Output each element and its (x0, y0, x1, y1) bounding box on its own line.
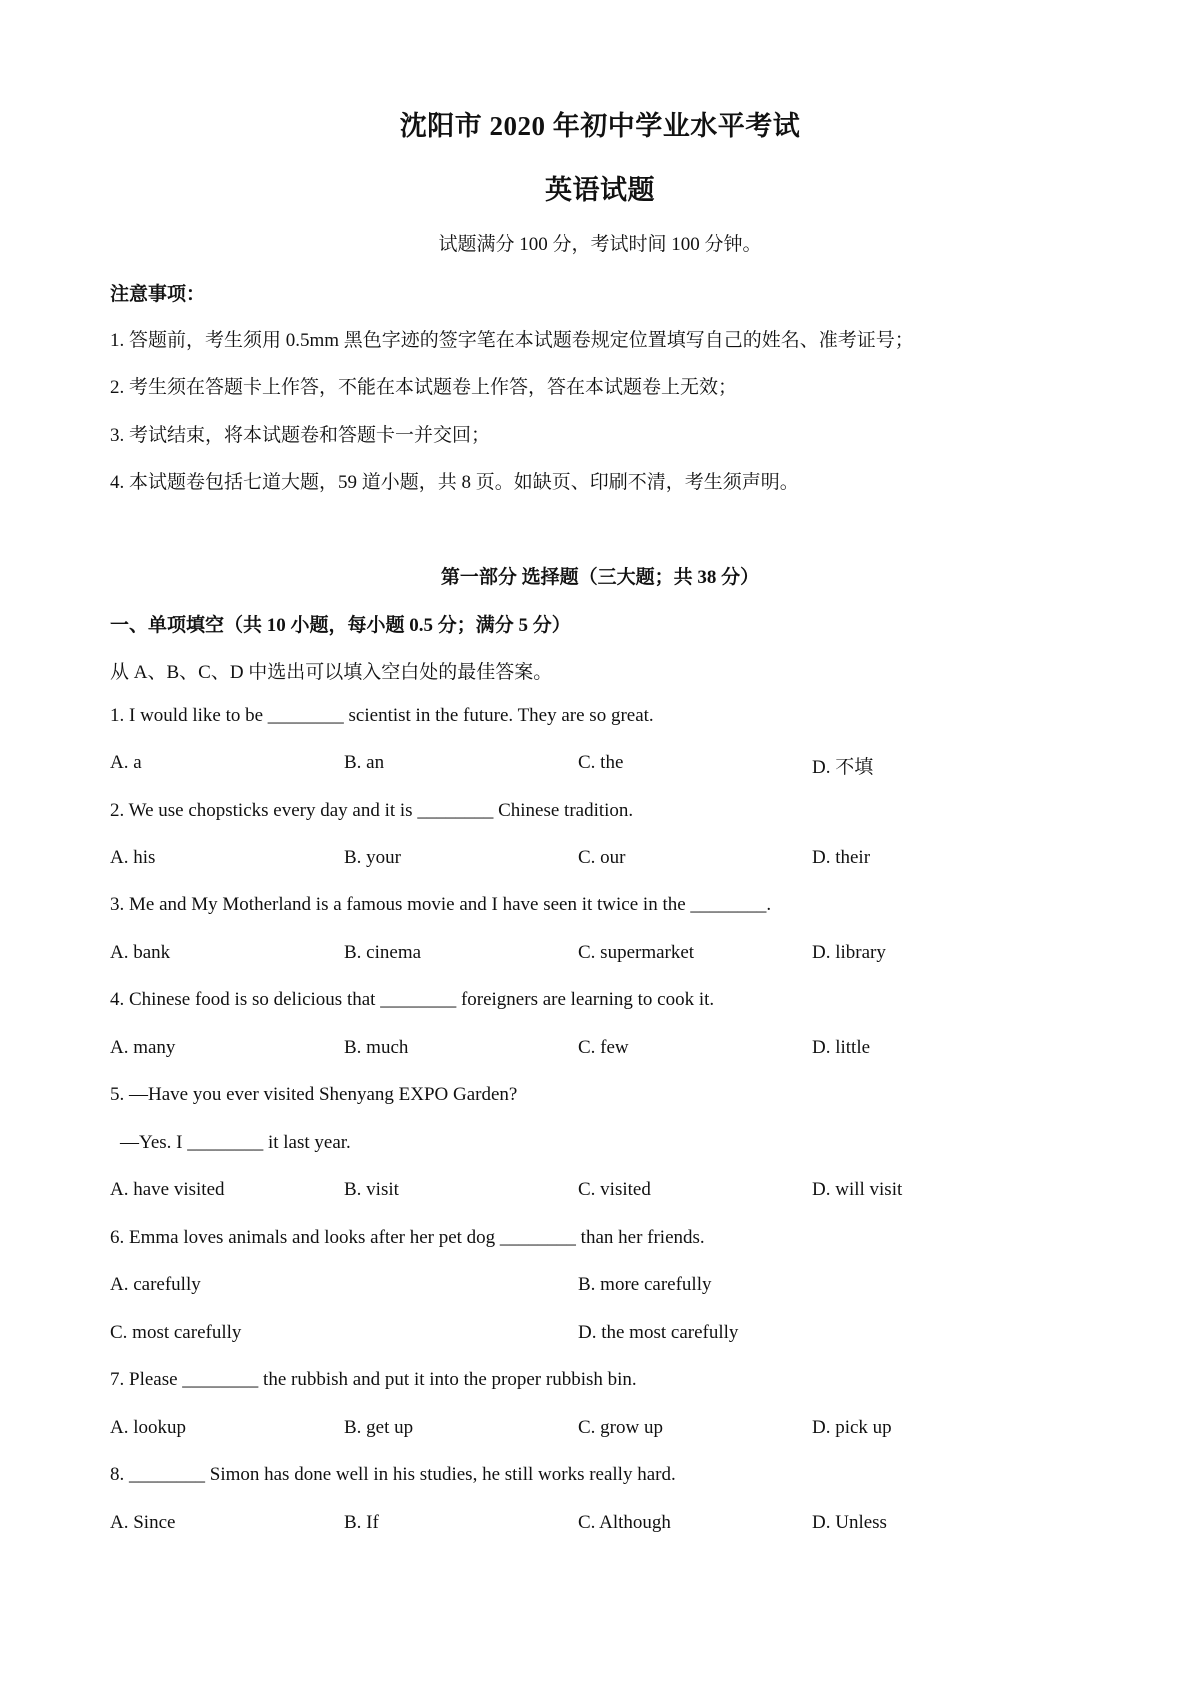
question-4-option-d: D. little (812, 1037, 871, 1058)
question-2-option-d: D. their (812, 847, 871, 868)
question-1-option-a: A. a (110, 752, 142, 773)
question-6-option-a: A. carefully (110, 1274, 201, 1295)
question-1-option-b: B. an (344, 752, 385, 773)
question-5-stem-reply: —Yes. I ________ it last year. (120, 1132, 351, 1153)
question-4-option-b: B. much (344, 1037, 409, 1058)
question-4-stem: 4. Chinese food is so delicious that ________ foreigners are learning to cook it. (110, 989, 715, 1010)
question-2-stem: 2. We use chopsticks every day and it is ________ Chinese tradition. (110, 800, 634, 821)
question-7-option-d: D. pick up (812, 1417, 892, 1438)
question-1-stem: 1. I would like to be ________ scientist in the future. They are so great. (110, 705, 654, 726)
question-3-option-a: A. bank (110, 942, 171, 963)
question-7-option-a: A. lookup (110, 1417, 186, 1438)
question-5-option-a: A. have visited (110, 1179, 225, 1200)
question-8-option-d: D. Unless (812, 1512, 887, 1533)
question-7-stem: 7. Please ________ the rubbish and put it into the proper rubbish bin. (110, 1369, 637, 1390)
question-5-option-c: C. visited (578, 1179, 651, 1200)
exam-info: 试题满分 100 分，考试时间 100 分钟。 (438, 234, 762, 255)
question-6-option-b: B. more carefully (578, 1274, 712, 1295)
exam-title: 沈阳市 2020 年初中学业水平考试 (399, 111, 801, 141)
question-4-option-a: A. many (110, 1037, 176, 1058)
question-1-option-c: C. the (578, 752, 624, 773)
question-8-option-c: C. Although (578, 1512, 671, 1533)
question-8-option-b: B. If (344, 1512, 379, 1533)
question-5-option-d: D. will visit (812, 1179, 903, 1200)
notice-item-3: 3. 考试结束，将本试题卷和答题卡一并交回； (110, 425, 491, 446)
question-6-option-c: C. most carefully (110, 1322, 242, 1343)
question-2-option-b: B. your (344, 847, 401, 868)
question-6-stem: 6. Emma loves animals and looks after her pet dog ________ than her friends. (110, 1227, 705, 1248)
section1-heading: 一、单项填空（共 10 小题，每小题 0.5 分；满分 5 分） (110, 615, 571, 636)
question-3-option-c: C. supermarket (578, 942, 695, 963)
question-5-stem: 5. —Have you ever visited Shenyang EXPO Garden? (110, 1084, 518, 1105)
question-7-option-b: B. get up (344, 1417, 414, 1438)
question-8-stem: 8. ________ Simon has done well in his studies, he still works really hard. (110, 1464, 676, 1485)
notice-item-2: 2. 考生须在答题卡上作答，不能在本试题卷上作答，答在本试题卷上无效； (110, 377, 738, 398)
question-2-option-c: C. our (578, 847, 626, 868)
section1-instruction: 从 A、B、C、D 中选出可以填入空白处的最佳答案。 (110, 662, 553, 683)
notice-item-4: 4. 本试题卷包括七道大题，59 道小题，共 8 页。如缺页、印刷不清，考生须声明。 (110, 472, 799, 493)
question-1-option-d: D. 不填 (812, 757, 874, 778)
question-2-option-a: A. his (110, 847, 156, 868)
exam-subtitle: 英语试题 (545, 175, 655, 205)
part1-heading: 第一部分 选择题（三大题；共 38 分） (440, 567, 760, 588)
notice-heading: 注意事项： (110, 284, 206, 305)
question-3-option-d: D. library (812, 942, 886, 963)
question-8-option-a: A. Since (110, 1512, 176, 1533)
question-6-option-d: D. the most carefully (578, 1322, 739, 1343)
question-5-option-b: B. visit (344, 1179, 399, 1200)
question-4-option-c: C. few (578, 1037, 629, 1058)
question-3-stem: 3. Me and My Motherland is a famous movie and I have seen it twice in the ________. (110, 894, 772, 915)
question-3-option-b: B. cinema (344, 942, 422, 963)
notice-item-1: 1. 答题前，考生须用 0.5mm 黑色字迹的签字笔在本试题卷规定位置填写自己的姓名、准考证号； (110, 330, 914, 351)
question-7-option-c: C. grow up (578, 1417, 663, 1438)
